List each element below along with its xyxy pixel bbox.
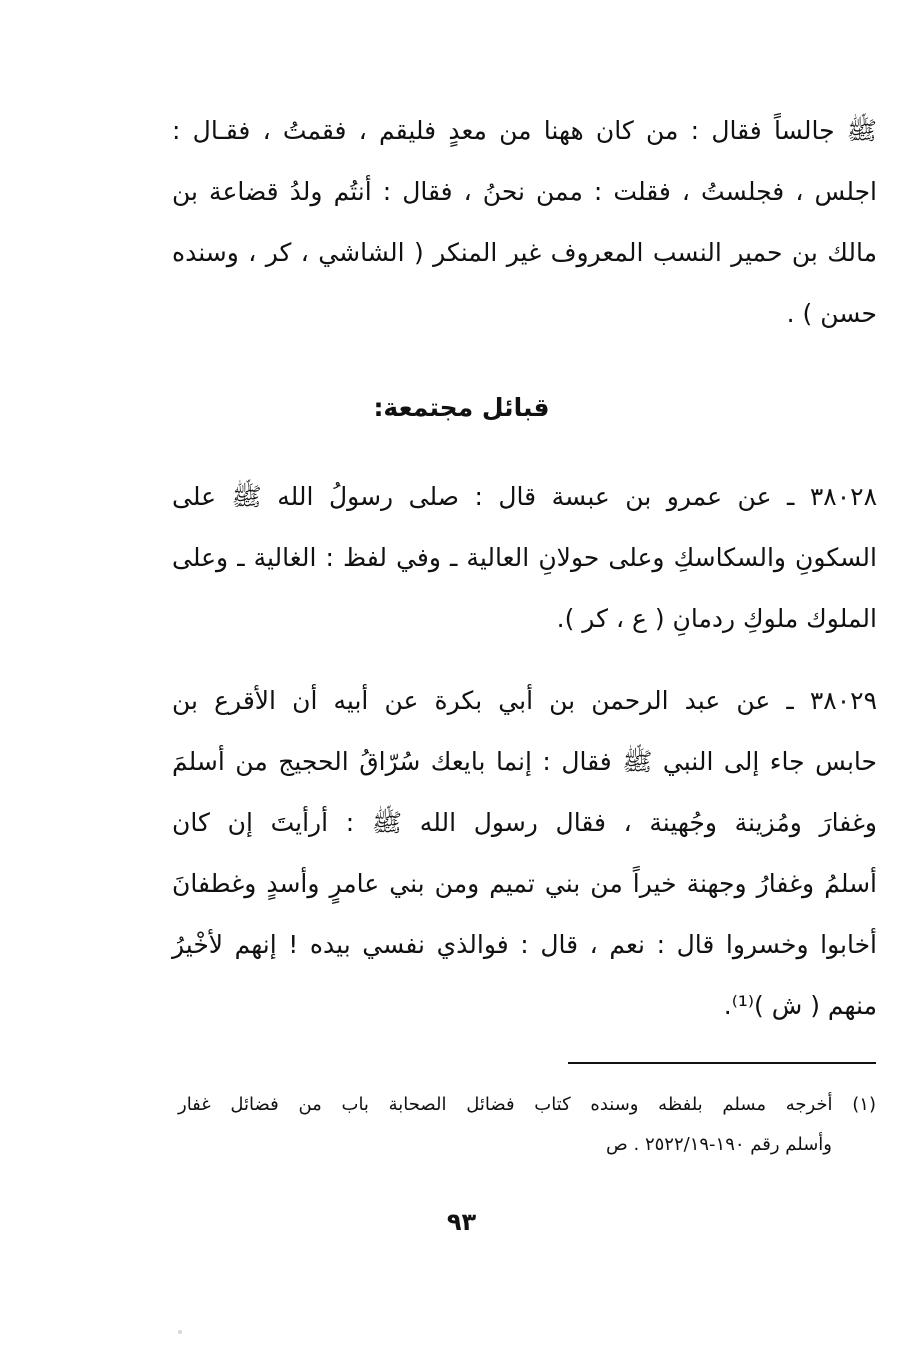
- text-line: الملوك ملوكِ ردمانِ ( ع ، كر ).: [556, 604, 877, 633]
- text-line: أسلمُ وغفارُ وجهنة خيراً من بني تميم ومن بني عامرٍ وأسدٍ وغطفانَ: [172, 869, 877, 898]
- text-line: أخابوا وخسروا قال : نعم ، قال : فوالذي نفسي بيده ! إنهم لأخْيرُ: [172, 930, 877, 959]
- text-line: ﷺ جالساً فقال : من كان ههنا من معدٍ فليقم ، فقمتُ ، فقـال :: [172, 116, 877, 145]
- footnote-divider: [568, 1062, 876, 1064]
- footnote: [178, 1085, 876, 1165]
- text-line: منهم ( ش )⁽¹⁾.: [723, 991, 877, 1020]
- hadith-38028-paragraph: [172, 466, 877, 649]
- text-line: وغفارَ ومُزينة وجُهينة ، فقال رسول الله ﷺ : أرأيتَ إن كان: [172, 808, 877, 837]
- section-heading: قبائل مجتمعة:: [373, 393, 550, 422]
- text-line: السكونِ والسكاسكِ وعلى حولانِ العالية ـ وفي لفظ : الغالية ـ وعلى: [172, 543, 877, 572]
- text-line: ٣٨٠٢٩ ـ عن عبد الرحمن بن أبي بكرة عن أبيه أن الأقرع بن: [172, 686, 877, 715]
- footnote-line: (١) أخرجه مسلم بلفظه وسنده كتاب فضائل الصحابة باب من فضائل غفار: [178, 1094, 876, 1115]
- text-line: ٣٨٠٢٨ ـ عن عمرو بن عبسة قال : صلى رسولُ الله ﷺ على: [172, 482, 877, 511]
- text-line: اجلس ، فجلستُ ، فقلت : ممن نحنُ ، فقال : أنتُم ولدُ قضاعة بن: [172, 177, 877, 206]
- hadith-38029-paragraph: [172, 670, 877, 1036]
- intro-paragraph: [172, 100, 877, 344]
- text-line: حابس جاء إلى النبي ﷺ فقال : إنما بايعك سُرّاقُ الحجيج من أسلمَ: [172, 747, 877, 776]
- footnote-line: وأسلم رقم ١٩٠-٢٥٢٢/١٩ . ص: [606, 1134, 832, 1155]
- page-number: ٩٣: [446, 1208, 477, 1236]
- text-line: مالك بن حمير النسب المعروف غير المنكر ( الشاشي ، كر ، وسنده: [172, 238, 877, 267]
- text-line: حسن ) .: [786, 299, 877, 328]
- scan-speck: [178, 1330, 182, 1334]
